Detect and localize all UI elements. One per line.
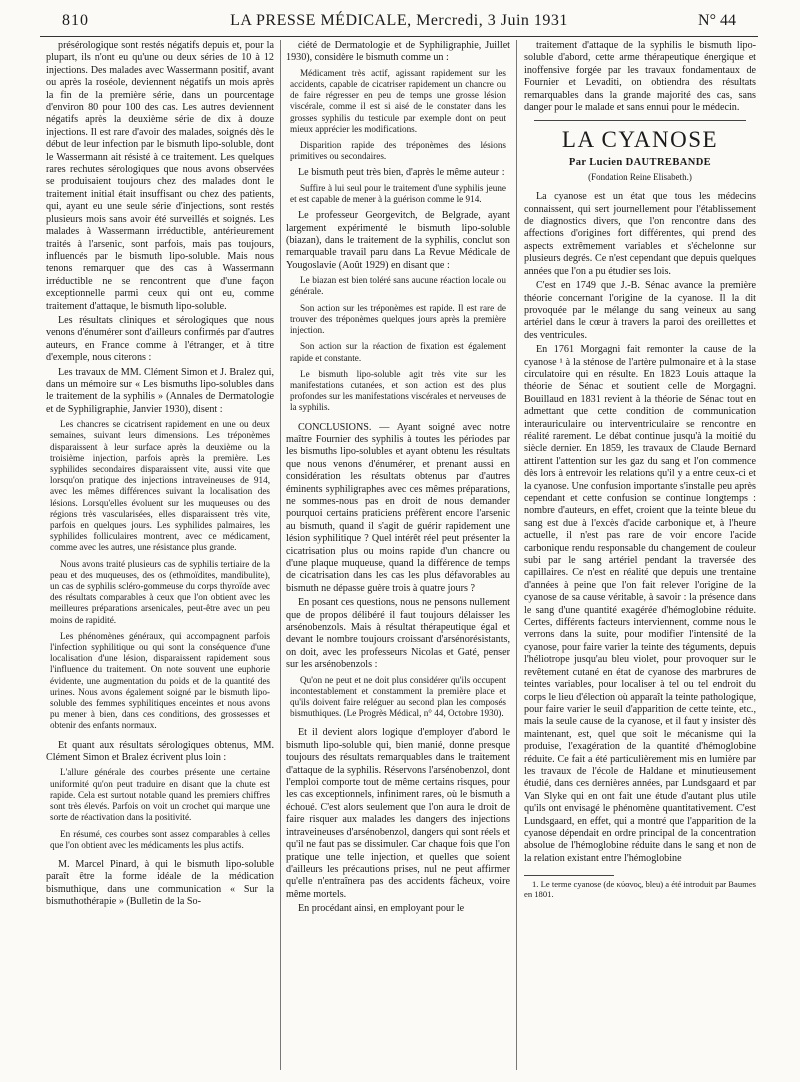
paragraph: C'est en 1749 que J.-B. Sénac avance la première théorie concernant l'origine de la cyanose. Il la dit provoquée par le mélange du sang veineux au sang artériel dans le cœur à travers la paroi des oreillettes et des ventricules. — [524, 280, 756, 341]
section-divider — [534, 120, 746, 121]
paragraph: traitement d'attaque de la syphilis le bismuth lipo-soluble d'abord, cette arme thérapeutique énergique et inoffensive forgée par les travaux fondamentaux de Fournier et Levaditi, on obtiendra des résultats remarquables dans la grande majorité des cas, sans danger pour le malade et sans ennui pour le médecin. — [524, 40, 756, 114]
article-body — [524, 191, 756, 865]
paragraph: CONCLUSIONS. — Ayant soigné avec notre maître Fournier des syphilis à toutes les périodes par les bismuths lipo-solubles et ayant obtenu les résultats que nous venons d'énumérer, et prenant aussi en considération les résultats obtenus par d'autres éminents syphiligraphes avec ces mêmes préparations, ne sommes-nous pas en droit de nous demander pourquoi certains praticiens préfèrent encore l'arsenic au bismuth, quand il s'agit de guérir rapidement une lésion syphilitique ? Quel intérêt réel peut présenter la cicatrisation plus ou moins rapide d'un chancre ou d'une plaque muqueuse, quand la différence de temps de cicatrisation dans les cas les plus défavorables au bismuth ne dépasse guère trois à quatre jours ? — [286, 421, 510, 594]
paragraph: Les résultats cliniques et sérologiques que nous venons d'énumérer sont d'ailleurs confirmés par d'autres auteurs, en France comme à l'étranger, et à titre d'exemple, nous citerons : — [46, 314, 274, 364]
article-title: LA CYANOSE — [561, 127, 719, 153]
paragraph: En 1761 Morgagni fait remonter la cause de la cyanose ¹ à la sténose de l'artère pulmonaire et à la stase circulatoire qui en résulte. En 1823 Louis attaque la théorie de Sénac et soutient celle de Morgagni. Bouillaud en 1831 revient à la théorie de Sénac tout en admettant que cette condition de communication interauriculaire ou interventriculaire se rencontre en réalité rarement. Le débat continue jusqu'à la moitié du siècle dernier. En 1859, les travaux de Claude Bernard attirent l'attention sur les gaz du sang et l'on commence dès lors à entrevoir les relations qu'il y a entre ceux-ci et la cyanose. Une confusion importante s'installe peu après cependant et cette confusion se continue longtemps : nombre d'auteurs, en effet, croient que la teinte bleue du sang est due à l'excès d'acide carbonique et, à l'heure actuelle, il n'est pas rare de voir encore l'acide carbonique rendu responsable du changement de couleur subi par le sang artériel pendant la traversée des capillaires. Ce n'est en réalité que depuis une trentaine d'années à peine que l'on fait relever l'origine de la cyanose de sa cause véritable, à savoir : la présence dans le sang d'une quantité exagérée d'hémoglobine réduite. Certes, différents facteurs interviennent, comme nous le verrons dans la suite, pour modifier l'intensité de la cyanose, pour faire varier la teinte des téguments, depuis l'héliotrope jusqu'au bleu violet, pour provoquer sur le revêtement cutané en état de cyanose des marbrures de teintes variables, pour localiser à tel ou tel endroit du corps le lieu d'élection où apparaît la teinte pathologique, pour faire varier le seuil d'apparition de cette teinte, etc., mais la seule cause de la cyanose, et il faut y insister dès maintenant, est, quel que soit le mécanisme qui la produise, l'exagération de la quantité d'hémoglobine réduite. Ce fait a été particulièrement mis en lumière par les travaux de l'école de Haldane et minutieusement étudié, dans ces dernières années, par Lundsgaard et par Van Slyke qui en ont fait une étude d'autant plus utile qu'ils ont envisagé le phénomène quantitativement. C'est Lundsgaard, en effet, qui a montré que l'apparition de la cyanose dépendait en ordre principal de la concentration absolue de l'hémoglobine réduite dans le sang et non de la relation existant entre l'hémoglobine — [524, 344, 756, 864]
quotation-paragraph: Le bismuth lipo-soluble agit très vite sur les manifestations cutanées, et son action est des plus profondes sur les manifestations viscérales et nerveuses de la syphilis. — [290, 368, 506, 413]
article-affiliation: (Fondation Reine Elisabeth.) — [588, 171, 692, 182]
paragraph: En posant ces questions, nous ne pensons nullement que de propos délibéré il faut toujours délaisser les arsénobenzols. Mais à résultat thérapeutique égal et devant le nombre toujours croissant d'arsénorésistants, on doit, avec les professeurs Nicolas et Gaté, penser sur les arsénobenzols : — [286, 597, 510, 671]
text-column-right — [524, 40, 756, 1075]
paragraph: Et quant aux résultats sérologiques obtenus, MM. Clément Simon et Bralez écrivent plus loin : — [46, 739, 274, 764]
quotation-paragraph: Le biazan est bien toléré sans aucune réaction locale ou générale. — [290, 275, 506, 297]
quotation-paragraph: L'allure générale des courbes présente une certaine uniformité qu'on peut traduire en disant que la chute est rapide. Cela est surtout notable quand les premiers chiffres sont très élevés. Parfois on voit un crochet qui marque une sorte de réactivation dans la positivité. — [50, 767, 270, 823]
quotation-paragraph: Son action sur la réaction de fixation est également rapide et constante. — [290, 341, 506, 363]
text-column-middle — [286, 40, 510, 1075]
previous-article-end — [524, 40, 756, 114]
text-column-left — [46, 40, 274, 1075]
quotation-paragraph: Médicament très actif, agissant rapidement sur les accidents, capable de cicatriser rapidement un chancre ou de faire régresser en peu de temps une grosse lésion viscérale, comme il est si aisé de le constater dans les grosses syphilis du testicule par exemple dont on peut mieux apprécier les modifications. — [290, 67, 506, 134]
quotation-paragraph: Nous avons traité plusieurs cas de syphilis tertiaire de la peau et des muqueuses, des os (ethmoïdites, mandibulite), un cas de syphilis scléro-gommeuse du corps thyroïde avec des résultats comparables à ceux que l'on obtient avec les meilleures préparations arsenicales, peut-être avec un peu moins de rapidité. — [50, 558, 270, 625]
quotation-paragraph: Disparition rapide des tréponèmes des lésions primitives ou secondaires. — [290, 140, 506, 162]
paragraph: La cyanose est un état que tous les médecins connaissent, qui sert journellement pour l'établissement de diagnostics divers, que l'on rencontre dans des affections d'origines fort différentes, qui prend des aspects extrêmement variables et s'échelonne sur plusieurs degrés. Ce n'est cependant que depuis quelques années que l'on a pu étudier ses lois. — [524, 191, 756, 277]
article-byline: Par Lucien DAUTREBANDE — [568, 157, 712, 169]
quotation-paragraph: Les phénomènes généraux, qui accompagnent parfois l'infection syphilitique ou qui sont la conséquence d'une localisation d'une lésion, disparaissent rapidement sous l'influence du traitement. On note souvent une euphorie évidente, une augmentation du poids et de la quantité des urines. Nous avons également soigné par le bismuth lipo-soluble des femmes syphilitiques enceintes et nous avons pu mener à bien, dans ces conditions, des grossesses et obtenir des enfants normaux. — [50, 630, 270, 731]
paragraph: Les travaux de MM. Clément Simon et J. Bralez qui, dans un mémoire sur « Les bismuths lipo-solubles dans le traitement de la syphilis » (Annales de Dermatologie et de Syphiligraphie, Janvier 1930), disent : — [46, 366, 274, 415]
quotation-paragraph: Les chancres se cicatrisent rapidement en une ou deux semaines, suivant leurs dimensions. Les tréponèmes disparaissent à leur surface après la deuxième ou la troisième injection, parfois après la première. Les syphilides secondaires disparaissent vite, aussi vite que lorsqu'on pratique des injections intraveineuses de 914, avec les mêmes différences suivant la localisation des lésions. Lorsqu'elles évoluent sur les muqueuses ou des régions très vascularisées, elles disparaissent très vite, parfois en quelques jours. Les syphilides palmaires, les syphilides folliculaires montrent, avec ce médicament, comme avec les autres, une résistance plus grande. — [50, 419, 270, 553]
quotation-paragraph: En résumé, ces courbes sont assez comparables à celles que l'on obtient avec les médicaments les plus actifs. — [50, 828, 270, 850]
paragraph: Le professeur Georgevitch, de Belgrade, ayant largement expérimenté le bismuth lipo-soluble (biazan), dans le traitement de la syphilis, conclut son remarquable travail paru dans La Revue Médicale de Yougoslavie (Août 1929) en disant que : — [286, 210, 510, 271]
issue-number: N° 44 — [698, 12, 736, 29]
footnote-rule — [524, 875, 614, 876]
quotation-paragraph: Son action sur les tréponèmes est rapide. Il est rare de trouver des tréponèmes quelques jours après la première injection. — [290, 302, 506, 336]
quotation-paragraph: Suffire à lui seul pour le traitement d'une syphilis jeune et est capable de mener à la guérison comme le 914. — [290, 182, 506, 205]
footnote: 1. Le terme cyanose (de κύανος, bleu) a été introduit par Baumes en 1801. — [524, 879, 756, 900]
paragraph: M. Marcel Pinard, à qui le bismuth lipo-soluble paraît être la forme idéale de la médication bismuthique, dans une communication « Sur la bismuthothérapie » (Bulletin de la So- — [46, 858, 274, 908]
paragraph: présérologique sont restés négatifs depuis et, pour la plupart, ils n'ont eu qu'une ou deux séries de 10 à 12 injections. Des malades avec Wassermann positif, avant ou après la roséole, deviennent négatifs un mois après la fin de la première série, dans un pourcentage d'environ 80 pour 100 des cas. Les autres deviennent négatifs après la deuxième série de dix à douze injections. Il est rare d'avoir des malades, soignés dès le début de leur infection par le bismuth lipo-soluble, dont le Wassermann ait résisté à ce traitement. Les quelques rares rechutes sérologiques que nous avons observées se produisaient toujours chez des malades dont le traitement initial était insuffisant ou chez des patients, qui, ayant eu une seule série d'injections, sont restés plusieurs mois sans avoir été surveillés et soignés. Les malades à Wassermann irréductible, antérieurement traités à l'arsenic, sont parfois, mais pas toujours, influencés par le bismuth lipo-soluble. Mais nous tenons remarquer que des cas à Wassermann irréductible ne se rencontrent que d'une façon exceptionnelle parmi ceux qui ont eu, comme traitement d'attaque, le bismuth lipo-soluble. — [46, 40, 274, 312]
page-header — [40, 8, 758, 37]
paragraph: En procédant ainsi, en employant pour le — [298, 903, 465, 915]
column-divider — [516, 40, 517, 1070]
journal-title: LA PRESSE MÉDICALE, Mercredi, 3 Juin 1931 — [230, 12, 568, 29]
paragraph: Le bismuth peut très bien, d'après le même auteur : — [298, 167, 505, 179]
column-divider — [280, 40, 281, 1070]
quotation-paragraph: Qu'on ne peut et ne doit plus considérer qu'ils occupent incontestablement et constamment la première place et qu'ils doivent faire reléguer au second plan les composés bismuthiques. (Le Progrès Médical, n° 44, Octobre 1930). — [290, 674, 506, 719]
paragraph: Et il devient alors logique d'employer d'abord le bismuth lipo-soluble qui, bien manié, donne presque toujours des résultats remarquables dans le traitement d'attaque de la syphilis. Réservons l'arsénobenzol, dont l'emploi comporte tout de même certains risques, pour les cas exceptionnels, infiniment rares, où le bismuth a échoué. C'est alors seulement que l'on aura le droit de faire risquer aux malades les dangers des injections intraveineuses d'arsénobenzol, dangers qui sont réels et qu'il ne faut pas se dissimuler. Car chaque fois que l'on pratique une telle injection, et quelles que soient d'ailleurs les précautions prises, nul ne peut affirmer qu'elle n'entraînera pas des accidents fâcheux, voire même mortels. — [286, 727, 510, 900]
paragraph: ciété de Dermatologie et de Syphiligraphie, Juillet 1930), considère le bismuth comme un : — [286, 40, 510, 64]
page-number: 810 — [62, 12, 89, 29]
